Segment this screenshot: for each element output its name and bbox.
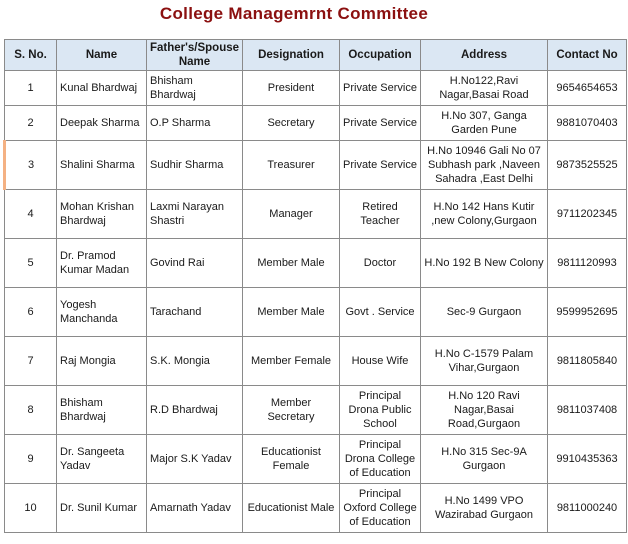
header-sno: S. No. [5,40,57,71]
cell-father: S.K. Mongia [147,337,243,386]
cell-contact: 9711202345 [548,190,627,239]
header-row [5,40,627,71]
cell-contact: 9811037408 [548,386,627,435]
table-row [5,435,627,484]
cell-designation: Manager [243,190,340,239]
cell-occupation: Principal Drona College of Education [340,435,421,484]
cell-name: Shalini Sharma [57,141,147,190]
cell-address: H.No C-1579 Palam Vihar,Gurgaon [421,337,548,386]
cell-sno: 5 [5,239,57,288]
cell-address: H.No 307, Ganga Garden Pune [421,106,548,141]
cell-designation: Member Male [243,239,340,288]
cell-sno: 3 [5,141,57,190]
cell-address: H.No 1499 VPO Wazirabad Gurgaon [421,484,548,533]
cell-designation: Educationist Male [243,484,340,533]
cell-address: H.No122,Ravi Nagar,Basai Road [421,71,548,106]
cell-contact: 9873525525 [548,141,627,190]
cell-address: H.No 142 Hans Kutir ,new Colony,Gurgaon [421,190,548,239]
cell-sno: 9 [5,435,57,484]
cell-name: Bhisham Bhardwaj [57,386,147,435]
cell-occupation: Private Service [340,106,421,141]
cell-contact: 9599952695 [548,288,627,337]
table-row [5,239,627,288]
cell-name: Mohan Krishan Bhardwaj [57,190,147,239]
table-row [5,288,627,337]
cell-address: H.No 192 B New Colony [421,239,548,288]
table-row [5,337,627,386]
cell-occupation: House Wife [340,337,421,386]
cell-contact: 9910435363 [548,435,627,484]
cell-designation: Treasurer [243,141,340,190]
cell-father: Sudhir Sharma [147,141,243,190]
header-contact: Contact No [548,40,627,71]
header-occupation: Occupation [340,40,421,71]
cell-occupation: Private Service [340,71,421,106]
cell-father: Laxmi Narayan Shastri [147,190,243,239]
table-row [5,190,627,239]
page-title: College Managemrnt Committee [159,4,429,23]
cell-sno: 8 [5,386,57,435]
cell-father: Govind Rai [147,239,243,288]
cell-address: H.No 315 Sec-9A Gurgaon [421,435,548,484]
cell-designation: Member Female [243,337,340,386]
cell-address: Sec-9 Gurgaon [421,288,548,337]
cell-occupation: Retired Teacher [340,190,421,239]
cell-father: Tarachand [147,288,243,337]
cell-designation: President [243,71,340,106]
cell-address: H.No 120 Ravi Nagar,Basai Road,Gurgaon [421,386,548,435]
cell-sno: 10 [5,484,57,533]
cell-father: Major S.K Yadav [147,435,243,484]
cell-sno: 1 [5,71,57,106]
table-row [5,484,627,533]
cell-occupation: Govt . Service [340,288,421,337]
cell-name: Deepak Sharma [57,106,147,141]
cell-contact: 9881070403 [548,106,627,141]
header-address: Address [421,40,548,71]
header-father: Father's/Spouse Name [147,40,243,71]
cell-sno: 7 [5,337,57,386]
cell-designation: Member Secretary [243,386,340,435]
cell-designation: Member Male [243,288,340,337]
cell-name: Dr. Pramod Kumar Madan [57,239,147,288]
cell-designation: Educationist Female [243,435,340,484]
cell-name: Raj Mongia [57,337,147,386]
header-name: Name [57,40,147,71]
cell-occupation: Principal Oxford College of Education [340,484,421,533]
cell-contact: 9811000240 [548,484,627,533]
cell-sno: 2 [5,106,57,141]
cell-name: Dr. Sunil Kumar [57,484,147,533]
cell-occupation: Principal Drona Public School [340,386,421,435]
header-designation: Designation [243,40,340,71]
cell-occupation: Private Service [340,141,421,190]
cell-contact: 9654654653 [548,71,627,106]
table-row [5,141,627,190]
cell-father: R.D Bhardwaj [147,386,243,435]
cell-sno: 4 [5,190,57,239]
committee-table [3,39,627,533]
cell-sno: 6 [5,288,57,337]
cell-name: Kunal Bhardwaj [57,71,147,106]
cell-designation: Secretary [243,106,340,141]
table-row [5,106,627,141]
cell-occupation: Doctor [340,239,421,288]
cell-name: Dr. Sangeeta Yadav [57,435,147,484]
table-row [5,71,627,106]
cell-name: Yogesh Manchanda [57,288,147,337]
cell-father: Bhisham Bhardwaj [147,71,243,106]
cell-father: Amarnath Yadav [147,484,243,533]
table-row [5,386,627,435]
cell-contact: 9811805840 [548,337,627,386]
cell-address: H.No 10946 Gali No 07 Subhash park ,Naveen Sahadra ,East Delhi [421,141,548,190]
cell-father: O.P Sharma [147,106,243,141]
cell-contact: 9811120993 [548,239,627,288]
